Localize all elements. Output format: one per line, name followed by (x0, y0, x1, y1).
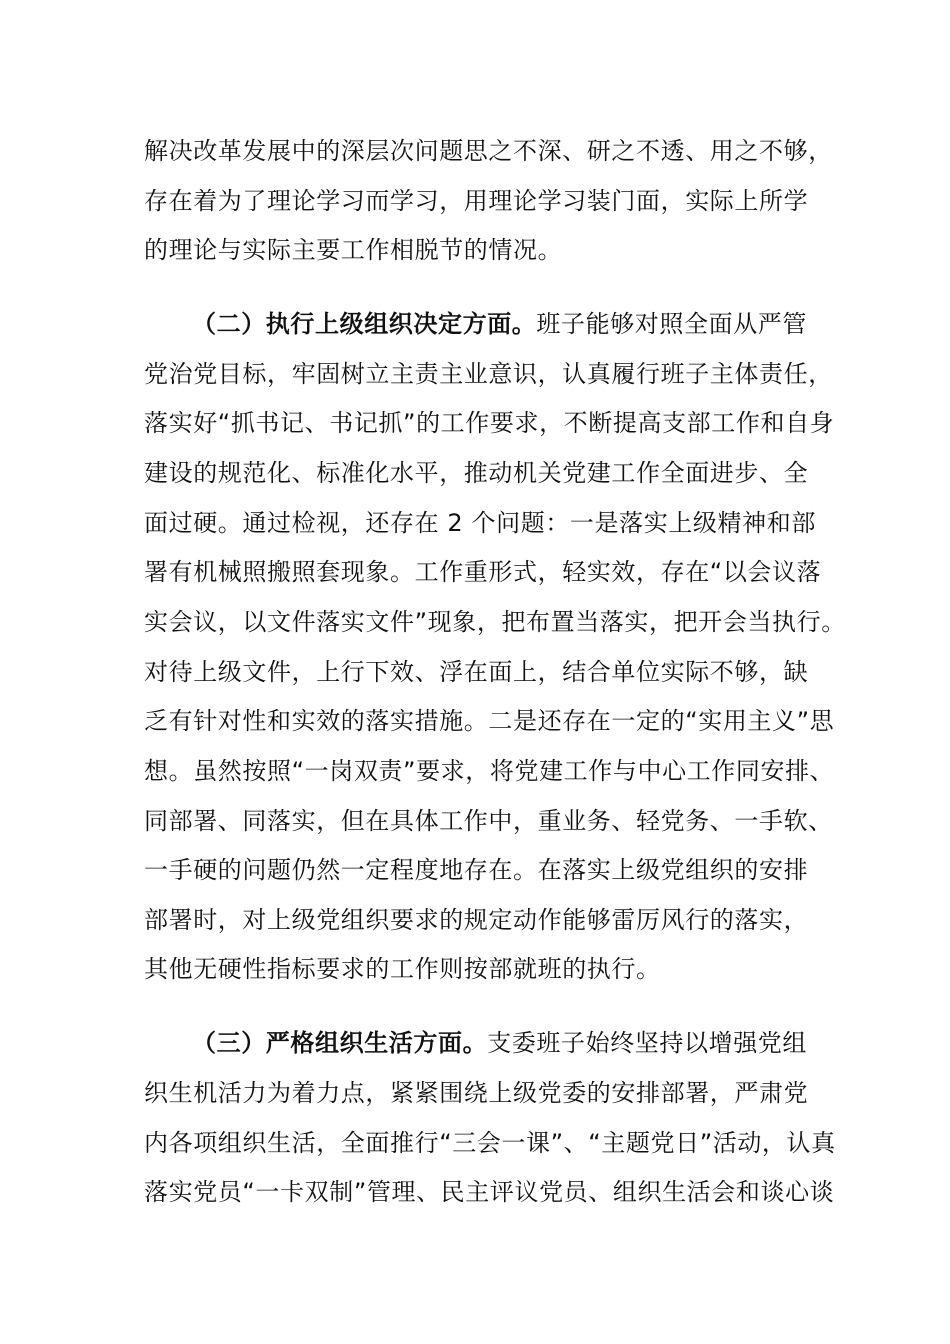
text-line-19 (144, 1078, 808, 1108)
text-line-14 (144, 806, 833, 836)
text-line-13 (144, 756, 834, 786)
line-text: 班子能够对照全面从严管 (536, 310, 808, 338)
line-text: 对待上级文件，上行下效、浮在面上，结合单位实际不够，缺 (144, 658, 809, 686)
text-line-6 (144, 408, 834, 438)
text-line-20 (144, 1128, 836, 1158)
section-heading-3: （三）严格组织生活方面。 (192, 1029, 488, 1057)
text-line-17 (144, 954, 661, 984)
section-heading-line-3 (192, 1028, 807, 1058)
text-line-11 (144, 657, 808, 687)
section-heading-line-2 (192, 309, 807, 339)
text-line-10 (144, 607, 846, 637)
line-text: 织生机活力为着力点，紧紧围绕上级党委的安排部署，严肃党 (144, 1079, 809, 1107)
text-line-21 (144, 1177, 834, 1207)
line-text: 其他无硬性指标要求的工作则按部就班的执行。 (144, 955, 661, 983)
text-line-1 (144, 136, 833, 166)
line-text: 落实党员“一卡双制”管理、民主评议党员、组织生活会和谈心谈 (144, 1178, 835, 1206)
line-text: 落实好“抓书记、书记抓”的工作要求，不断提高支部工作和自身 (144, 409, 835, 437)
line-text: 乏有针对性和实效的落实措施。二是还存在一定的“实用主义”思 (144, 707, 835, 735)
line-text: 想。虽然按照“一岗双责”要求，将党建工作与中心工作同安排、 (144, 757, 835, 785)
line-text: 的理论与实际主要工作相脱节的情况。 (144, 236, 563, 264)
text-line-9 (144, 557, 821, 587)
text-line-5 (144, 359, 833, 389)
text-line-7 (144, 458, 808, 488)
text-line-12 (144, 706, 834, 736)
text-line-2 (144, 186, 808, 216)
line-text: 内各项组织生活，全面推行“三会一课”、“主题党日”活动，认真 (144, 1129, 836, 1157)
line-text: 同部署、同落实，但在具体工作中，重业务、轻党务、一手软、 (144, 807, 833, 835)
section-heading-2: （二）执行上级组织决定方面。 (192, 310, 537, 338)
line-text: 存在着为了理论学习而学习，用理论学习装门面，实际上所学 (144, 187, 809, 215)
line-text: 一手硬的问题仍然一定程度地存在。在落实上级党组织的安排 (144, 856, 809, 884)
text-line-3 (144, 235, 562, 265)
line-text: 部署时，对上级党组织要求的规定动作能够雷厉风行的落实， (144, 906, 809, 934)
line-text: 署有机械照搬照套现象。工作重形式，轻实效，存在“以会议落 (144, 558, 822, 586)
line-text: 实会议，以文件落实文件”现象，把布置当落实，把开会当执行。 (144, 608, 846, 636)
text-line-8 (144, 508, 816, 538)
line-text: 支委班子始终坚持以增强党组 (487, 1029, 808, 1057)
line-text: 党治党目标，牢固树立主责主业意识，认真履行班子主体责任， (144, 360, 833, 388)
line-text: 面过硬。通过检视，还存在 2 个问题：一是落实上级精神和部 (144, 509, 816, 537)
line-text: 建设的规范化、标准化水平，推动机关党建工作全面进步、全 (144, 459, 809, 487)
text-line-16 (144, 905, 808, 935)
line-text: 解决改革发展中的深层次问题思之不深、研之不透、用之不够， (144, 137, 833, 165)
text-line-15 (144, 855, 808, 885)
